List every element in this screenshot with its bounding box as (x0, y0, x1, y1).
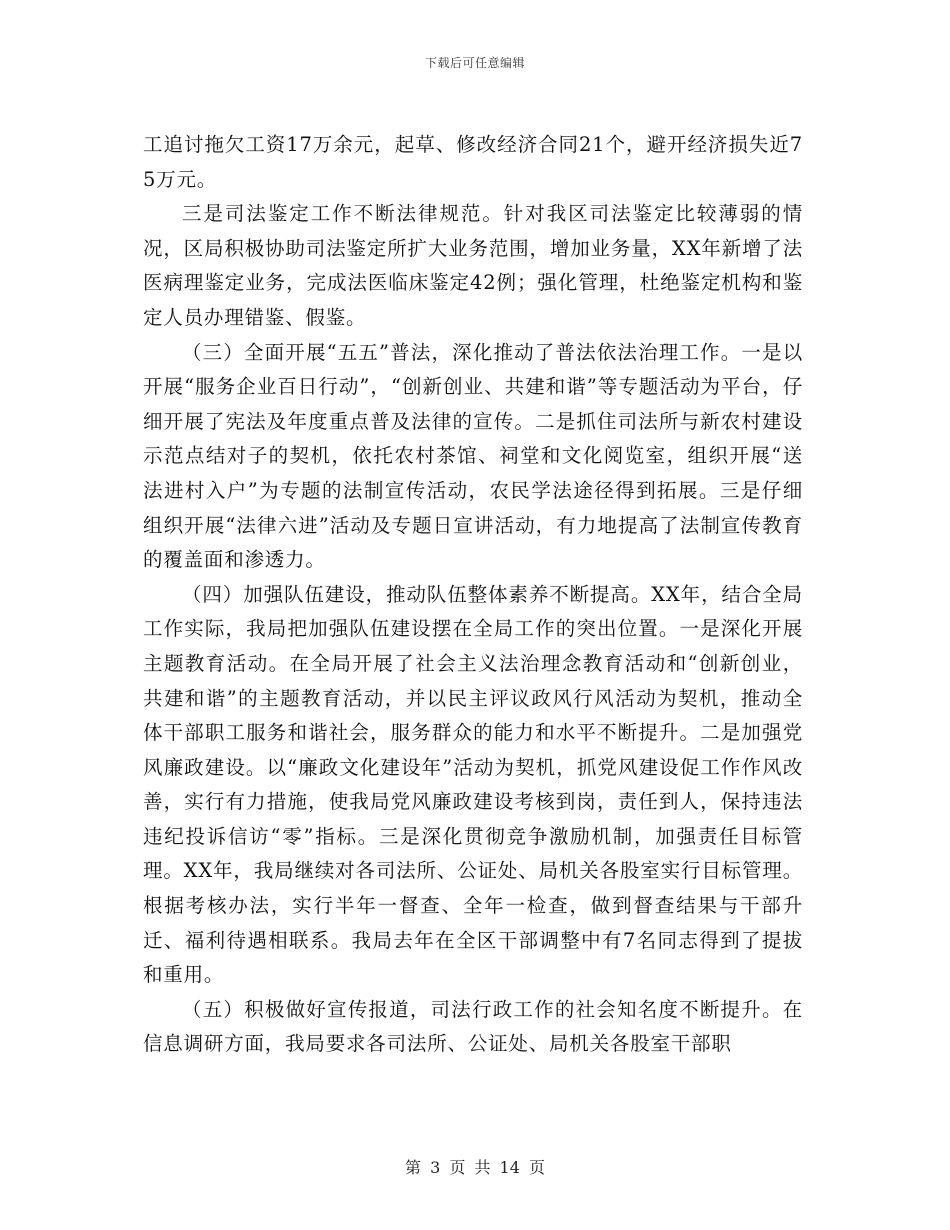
page-number: 第 3 页 共 14 页 (405, 1158, 545, 1177)
paragraph-judicial-appraisal: 三是司法鉴定工作不断法律规范。针对我区司法鉴定比较薄弱的情况，区局积极协助司法鉴定所扩大业务范围，增加业务量，XX年新增了法医病理鉴定业务，完成法医临床鉴定42例；强化管理，杜绝鉴定机构和鉴定人员办理错鉴、假鉴。 (143, 202, 803, 329)
page-header: 下载后可任意编辑 (424, 56, 525, 70)
paragraph-publicity: （五）积极做好宣传报道，司法行政工作的社会知名度不断提升。在信息调研方面，我局要求各司法所、公证处、局机关各股室干部职 (143, 997, 803, 1056)
document-body (143, 128, 803, 1062)
paragraph-legal-education: （三）全面开展“五五”普法，深化推动了普法依法治理工作。一是以开展“服务企业百日行动”，“创新创业、共建和谐”等专题活动为平台，仔细开展了宪法及年度重点普及法律的宣传。二是抓住司法所与新农村建设示范点结对子的契机，依托农村茶馆、祠堂和文化阅览室，组织开展“送法进村入户”为专题的法制宣传活动，农民学法途径得到拓展。三是仔细组织开展“法律六进”活动及专题日宣讲活动，有力地提高了法制宣传教育的覆盖面和渗透力。 (143, 340, 803, 572)
paragraph-team-building: （四）加强队伍建设，推动队伍整体素养不断提高。XX年，结合全局工作实际，我局把加强队伍建设摆在全局工作的突出位置。一是深化开展主题教育活动。在全局开展了社会主义法治理念教育活动和“创新创业，共建和谐”的主题教育活动，并以民主评议政风行风活动为契机，推动全体干部职工服务和谐社会，服务群众的能力和水平不断提升。二是加强党风廉政建设。以“廉政文化建设年”活动为契机，抓党风建设促工作作风改善，实行有力措施，使我局党风廉政建设考核到岗，责任到人，保持违法违纪投诉信访“零”指标。三是深化贯彻竞争激励机制，加强责任目标管理。XX年，我局继续对各司法所、公证处、局机关各股室实行目标管理。根据考核办法，实行半年一督查、全年一检查，做到督查结果与干部升迁、福利待遇相联系。我局去年在全区干部调整中有7名同志得到了提拔和重用。 (143, 582, 803, 987)
paragraph-continuation: 工追讨拖欠工资17万余元，起草、修改经济合同21个，避开经济损失近75万元。 (143, 133, 803, 191)
